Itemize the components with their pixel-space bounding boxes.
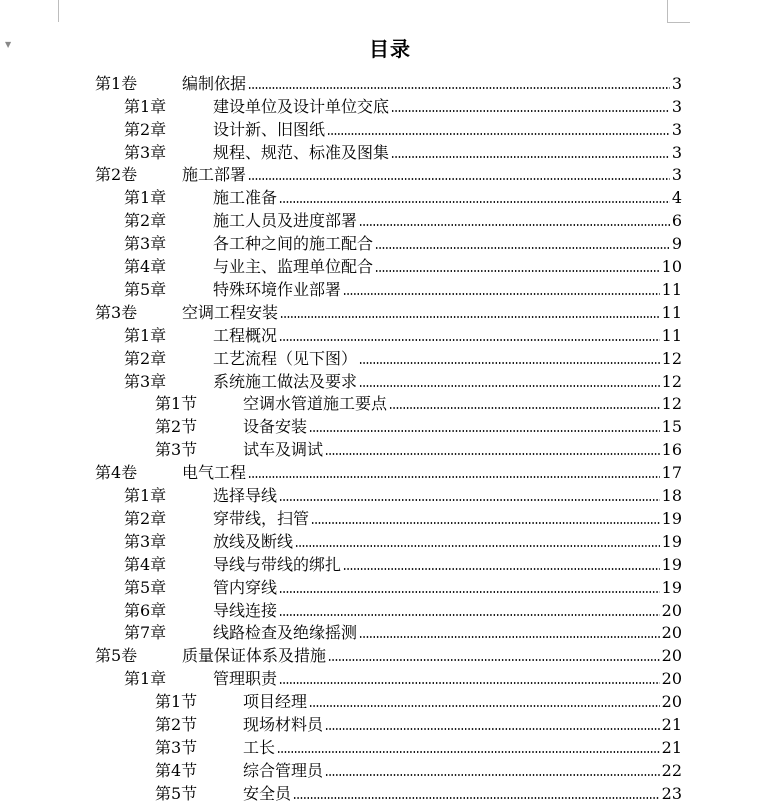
toc-entry-label: 第2章 — [124, 119, 167, 139]
toc-entry[interactable] — [124, 598, 682, 621]
toc-entry[interactable] — [124, 506, 682, 529]
toc-entry-title: 编制依据 — [182, 73, 247, 93]
dot-leader — [280, 315, 660, 319]
toc-entry-page-number: 22 — [661, 760, 682, 780]
toc-entry[interactable] — [124, 666, 682, 689]
toc-entry-page-number: 11 — [661, 279, 682, 299]
toc-entry-label: 第2节 — [155, 715, 198, 735]
toc-entry[interactable] — [124, 231, 682, 254]
toc-entry[interactable] — [124, 208, 682, 231]
toc-entry[interactable] — [124, 254, 682, 277]
toc-entry-title: 各工种之间的施工配合 — [213, 234, 374, 254]
toc-entry[interactable] — [124, 369, 682, 392]
toc-entry-label: 第7章 — [124, 623, 167, 643]
dot-leader — [327, 132, 670, 136]
toc-entry[interactable] — [155, 392, 682, 415]
toc-entry[interactable] — [124, 323, 682, 346]
toc-entry-label: 第6章 — [124, 600, 167, 620]
toc-entry-page-number: 19 — [661, 531, 682, 551]
toc-entry-page-number: 20 — [661, 669, 682, 689]
toc-entry-label: 第1节 — [155, 394, 198, 414]
toc-entry-title: 建设单位及设计单位交底 — [213, 96, 390, 116]
dot-leader — [248, 86, 670, 90]
toc-entry-title: 管内穿线 — [213, 577, 278, 597]
toc-entry-title: 施工人员及进度部署 — [213, 211, 358, 231]
toc-entry[interactable] — [155, 712, 682, 735]
toc-entry-page-number: 3 — [671, 96, 682, 116]
dot-leader — [375, 246, 670, 250]
toc-entry-label: 第3章 — [124, 234, 167, 254]
toc-entry-title: 质量保证体系及措施 — [182, 646, 327, 666]
toc-entry-page-number: 20 — [661, 623, 682, 643]
toc-entry-title: 工长 — [243, 737, 276, 757]
toc-entry-page-number: 23 — [661, 783, 682, 803]
toc-entry[interactable] — [124, 277, 682, 300]
dot-leader — [325, 773, 660, 777]
toc-entry[interactable] — [124, 552, 682, 575]
toc-entry-label: 第2节 — [155, 417, 198, 437]
toc-entry-label: 第1章 — [124, 325, 167, 345]
toc-entry-label: 第4节 — [155, 760, 198, 780]
dot-leader — [248, 475, 660, 479]
toc-entry-label: 第1章 — [124, 486, 167, 506]
toc-entry-page-number: 20 — [661, 692, 682, 712]
toc-entry-title: 放线及断线 — [213, 531, 294, 551]
dot-leader — [279, 613, 660, 617]
toc-entry[interactable] — [155, 781, 682, 804]
toc-entry[interactable] — [124, 529, 682, 552]
toc-entry-page-number: 3 — [671, 142, 682, 162]
toc-entry-page-number: 10 — [661, 257, 682, 277]
toc-entry-page-number: 21 — [661, 715, 682, 735]
dot-leader — [359, 384, 660, 388]
toc-entry-label: 第5卷 — [95, 646, 138, 666]
toc-entry-label: 第5章 — [124, 577, 167, 597]
toc-entry-page-number: 3 — [671, 165, 682, 185]
toc-entry-title: 项目经理 — [243, 692, 308, 712]
page-title: 目录 — [369, 37, 411, 61]
toc-entry-page-number: 9 — [671, 234, 682, 254]
toc-entry-title: 空调工程安装 — [182, 302, 279, 322]
toc-entry[interactable] — [124, 94, 682, 117]
toc-entry-label: 第3节 — [155, 440, 198, 460]
toc-entry[interactable] — [95, 163, 682, 186]
dot-leader — [309, 704, 660, 708]
toc-entry-label: 第3章 — [124, 531, 167, 551]
dot-leader — [279, 498, 660, 502]
toc-entry-page-number: 20 — [661, 646, 682, 666]
toc-entry-title: 综合管理员 — [243, 760, 324, 780]
toc-entry-label: 第4章 — [124, 554, 167, 574]
toc-entry-label: 第5章 — [124, 279, 167, 299]
toc-entry[interactable] — [95, 300, 682, 323]
toc-entry-title: 规程、规范、标准及图集 — [213, 142, 390, 162]
toc-entry[interactable] — [95, 71, 682, 94]
toc-entry-page-number: 19 — [661, 508, 682, 528]
toc-entry[interactable] — [124, 140, 682, 163]
toc-entry-label: 第1章 — [124, 188, 167, 208]
toc-entry-page-number: 3 — [671, 73, 682, 93]
toc-entry[interactable] — [155, 758, 682, 781]
page-margin-corner-right — [667, 0, 690, 23]
toc-entry[interactable] — [95, 644, 682, 667]
toc-entry-page-number: 17 — [661, 463, 682, 483]
toc-entry[interactable] — [95, 460, 682, 483]
toc-entry-title: 安全员 — [243, 783, 292, 803]
dot-leader — [279, 200, 670, 204]
toc-entry-label: 第2卷 — [95, 165, 138, 185]
toc-entry[interactable] — [124, 621, 682, 644]
toc-entry-title: 电气工程 — [182, 463, 247, 483]
toc-entry-page-number: 4 — [671, 188, 682, 208]
toc-entry-page-number: 19 — [661, 577, 682, 597]
toc-entry-title: 线路检查及绝缘摇测 — [213, 623, 358, 643]
toc-entry-title: 工艺流程（见下图） — [213, 348, 358, 368]
dot-leader — [391, 155, 670, 159]
toc-entry[interactable] — [124, 483, 682, 506]
toc-entry-title: 试车及调试 — [243, 440, 324, 460]
dot-leader — [343, 567, 660, 571]
toc-entry-label: 第3章 — [124, 142, 167, 162]
toc-entry[interactable] — [124, 186, 682, 209]
toc-entry-label: 第3节 — [155, 737, 198, 757]
dot-leader — [248, 177, 670, 181]
dot-leader — [343, 292, 660, 296]
collapse-arrow-icon[interactable]: ▼ — [5, 40, 12, 49]
toc-entry-label: 第1章 — [124, 96, 167, 116]
toc-entry-label: 第4章 — [124, 257, 167, 277]
toc-entry[interactable] — [155, 415, 682, 438]
dot-leader — [279, 338, 660, 342]
toc-entry-page-number: 16 — [661, 440, 682, 460]
toc-entry-page-number: 6 — [671, 211, 682, 231]
toc-entry-title: 管理职责 — [213, 669, 278, 689]
toc-entry[interactable] — [124, 575, 682, 598]
dot-leader — [389, 406, 660, 410]
dot-leader — [325, 452, 660, 456]
dot-leader — [277, 750, 660, 754]
toc-entry-page-number: 12 — [661, 394, 682, 414]
toc-entry-title: 导线与带线的绑扎 — [213, 554, 342, 574]
toc-entry-title: 施工准备 — [213, 188, 278, 208]
toc-entry-label: 第2章 — [124, 508, 167, 528]
dot-leader — [391, 109, 670, 113]
toc-entry-page-number: 11 — [661, 302, 682, 322]
toc-entry-page-number: 18 — [661, 486, 682, 506]
dot-leader — [279, 590, 660, 594]
toc-entry[interactable] — [155, 689, 682, 712]
dot-leader — [328, 658, 660, 662]
toc-entry-page-number: 15 — [661, 417, 682, 437]
toc-entry-page-number: 21 — [661, 737, 682, 757]
dot-leader — [359, 361, 660, 365]
toc-entry-title: 施工部署 — [182, 165, 247, 185]
dot-leader — [311, 521, 660, 525]
toc-entry[interactable] — [124, 346, 682, 369]
toc-entry-title: 特殊环境作业部署 — [213, 279, 342, 299]
toc-entry-title: 设计新、旧图纸 — [213, 119, 326, 139]
toc-entry-page-number: 19 — [661, 554, 682, 574]
toc-entry-title: 现场材料员 — [243, 715, 324, 735]
toc-entry-title: 工程概况 — [213, 325, 278, 345]
toc-entry-title: 与业主、监理单位配合 — [213, 257, 374, 277]
toc-entry-label: 第1章 — [124, 669, 167, 689]
toc-entry-page-number: 20 — [661, 600, 682, 620]
toc-entry-label: 第1卷 — [95, 73, 138, 93]
toc-entry[interactable] — [155, 735, 682, 758]
dot-leader — [359, 635, 660, 639]
dot-leader — [279, 681, 660, 685]
toc-entry-page-number: 12 — [661, 348, 682, 368]
toc-entry-label: 第3章 — [124, 371, 167, 391]
toc-entry-page-number: 11 — [661, 325, 682, 345]
toc-entry-label: 第5节 — [155, 783, 198, 803]
dot-leader — [359, 223, 670, 227]
dot-leader — [375, 269, 660, 273]
toc-entry-label: 第3卷 — [95, 302, 138, 322]
toc-entry-title: 设备安装 — [243, 417, 308, 437]
toc-entry[interactable] — [124, 117, 682, 140]
toc-entry-page-number: 3 — [671, 119, 682, 139]
page-margin-corner-left — [58, 0, 59, 22]
dot-leader — [295, 544, 660, 548]
toc-entry-label: 第2章 — [124, 211, 167, 231]
toc-entry-label: 第4卷 — [95, 463, 138, 483]
toc-entry-label: 第1节 — [155, 692, 198, 712]
toc-entry-title: 穿带线，扫管 — [213, 508, 310, 528]
dot-leader — [309, 429, 660, 433]
dot-leader — [325, 727, 660, 731]
toc-entry-label: 第2章 — [124, 348, 167, 368]
toc-entry[interactable] — [155, 437, 682, 460]
toc-entry-page-number: 12 — [661, 371, 682, 391]
toc-entry-title: 选择导线 — [213, 486, 278, 506]
toc-entry-title: 系统施工做法及要求 — [213, 371, 358, 391]
toc-entry-title: 空调水管道施工要点 — [243, 394, 388, 414]
dot-leader — [293, 796, 660, 800]
toc-entry-title: 导线连接 — [213, 600, 278, 620]
